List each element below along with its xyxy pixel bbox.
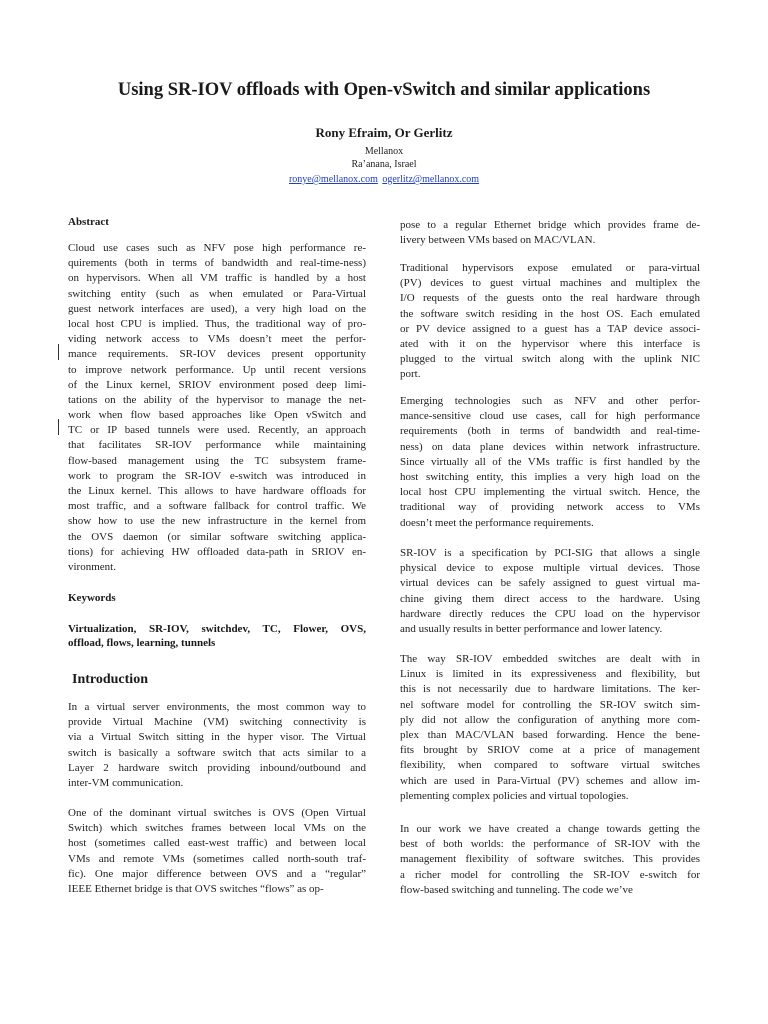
text-line: doesn’t meet the performance requirements. (400, 516, 594, 529)
text-line: mance requirements. SR-IOV devices present opportunity (68, 348, 366, 361)
text-line: plugged to the virtual switch along with the uplink NIC (400, 353, 700, 366)
author-emails (0, 174, 768, 185)
text-line: hardware directly reduces the CPU load on the hypervisor (400, 607, 700, 620)
text-line: management flexibility of software switches. This provides (400, 853, 700, 866)
text-line: host switching entity, this implies a very high load on the (400, 470, 700, 483)
text-line: which are used in Para-Virtual (PV) schemes and allow im- (400, 774, 700, 787)
introduction-heading: Introduction (72, 672, 148, 687)
text-line: VMs and remote VMs (sometimes called north-south traf- (68, 852, 366, 865)
text-line: pose to a regular Ethernet bridge which provides frame de- (400, 219, 700, 231)
body-paragraph-2 (400, 261, 700, 383)
text-line: ply did not allow the configuration of anything more com- (400, 713, 700, 726)
text-line: the Linux kernel. This allows to have hardware offloads for (68, 485, 366, 497)
email-link-ronye[interactable]: ronye@mellanox.com (288, 174, 378, 185)
text-line: switching entity (such as when emulated or Para-Virtual (68, 287, 366, 300)
text-line: Traditional hypervisors expose emulated or para-virtual (400, 262, 700, 274)
text-line: viding network access to VMs doesn’t meet the perfor- (68, 333, 366, 346)
text-line: fic). One major difference between OVS and a “regular” (68, 867, 366, 880)
text-line: IEEE Ethernet bridge is that OVS switches “flows” as op- (68, 882, 324, 895)
text-line: In our work we have created a change towards getting the (400, 823, 700, 835)
text-line: quirements (both in terms of bandwidth and real-time-ness) (68, 257, 366, 270)
text-line: on hypervisors. When all VM traffic is handled by a host (68, 272, 366, 285)
keywords-list (68, 622, 366, 650)
text-line: guest network interfaces are used), a very high load on the (68, 302, 366, 315)
text-line: to improve network performance. Up until recent versions (68, 363, 366, 376)
text-line: work when flow based approaches like Open vSwitch and (68, 409, 366, 422)
text-line: or PV device assigned to a guest has a TAP device associ- (400, 322, 700, 335)
text-line: virtual devices can be safely assigned to guest virtual ma- (400, 577, 700, 590)
text-line: physical device to expose multiple virtual devices. Those (400, 562, 700, 575)
abstract-paragraph (68, 241, 366, 575)
text-line: ness) on data plane devices within network infrastructure. (400, 440, 700, 453)
text-line: In a virtual server environments, the most common way to (68, 701, 366, 713)
text-line: show how to use the new infrastructure in the kernel from (68, 515, 366, 528)
text-line: via a Virtual Switch sitting in the hyper visor. The Virtual (68, 731, 366, 744)
text-line: One of the dominant virtual switches is OVS (Open Virtual (68, 807, 366, 819)
text-line: provide Virtual Machine (VM) switching connectivity is (68, 716, 366, 729)
email-link-ogerlitz[interactable]: ogerlitz@mellanox.com (382, 174, 480, 185)
text-line: The way SR-IOV embedded switches are dealt with in (400, 653, 700, 665)
text-line: tations on the ability of the hypervisor to manage the net- (68, 393, 366, 406)
text-line: flexibility, when compared to software virtual switches (400, 759, 700, 772)
body-paragraph-1 (400, 218, 700, 248)
text-line: flow-based management using the TC subsystem frame- (68, 454, 366, 467)
text-line: and usually results in better performance and lower latency. (400, 622, 663, 635)
text-line: livery between VMs based on MAC/VLAN. (400, 234, 596, 247)
text-line: Switch) which switches frames between local VMs on the (68, 822, 366, 835)
revision-bar (58, 419, 59, 435)
revision-bar (58, 344, 59, 360)
text-line: of the Linux kernel, SRIOV environment posed deep limi- (68, 378, 366, 391)
text-line: local host CPU is implied. Thus, the traditional way of pro- (68, 317, 366, 330)
text-line: Emerging technologies such as NFV and other perfor- (400, 395, 700, 407)
affiliation: Mellanox (364, 146, 404, 157)
text-line: work to program the SR-IOV e-switch was introduced in (68, 469, 366, 482)
paper-title: Using SR-IOV offloads with Open-vSwitch and similar applications (117, 80, 651, 100)
text-line: that facilitates SR-IOV performance while maintaining (68, 439, 366, 452)
text-line: Linux is limited in its expressiveness and flexibility, but (400, 668, 700, 681)
text-line: nel software model for controlling the SR-IOV switch sim- (400, 698, 700, 711)
intro-paragraph-1 (68, 700, 366, 791)
text-line: plementing complex policies and virtual topologies. (400, 789, 629, 802)
intro-paragraph-2 (68, 806, 366, 897)
keywords-heading: Keywords (68, 592, 116, 604)
text-line: most traffic, and a software fallback for control traffic. We (68, 500, 366, 513)
body-paragraph-5 (400, 652, 700, 804)
text-line: mance-sensitive cloud use cases, call for high performance (400, 410, 700, 423)
text-line: port. (400, 368, 421, 381)
text-line: I/O requests of the guests onto the real hardware through (400, 292, 700, 305)
text-line: (PV) devices to guest virtual machines and multiplex the (400, 277, 700, 290)
text-line: local host CPU implementing the virtual switch. Hence, the (400, 486, 700, 499)
text-line: Since virtually all of the VMs traffic is first handled by the (400, 455, 700, 468)
body-paragraph-6 (400, 822, 700, 898)
text-line: flow-based switching and tunneling. The code we’ve (400, 883, 633, 896)
body-paragraph-4 (400, 546, 700, 637)
text-line: switch is basically a software switch that acts similar to a (68, 746, 366, 759)
text-line: host (sometimes called east-west traffic) and between local (68, 837, 366, 850)
text-line: traditional way of providing network access to VMs (400, 501, 700, 514)
text-line: ated with it on the hypervisor where this interface is (400, 337, 700, 350)
text-line: the OVS daemon (or similar software switching applica- (68, 530, 366, 543)
affiliation-location: Ra’anana, Israel (351, 159, 417, 170)
text-line: SR-IOV is a specification by PCI-SIG that allows a single (400, 547, 700, 559)
text-line: inter-VM communication. (68, 776, 184, 789)
text-line: this is not necessarily due to hardware limitations. The ker- (400, 683, 700, 696)
text-line: requirements (both in terms of bandwidth and real-time- (400, 425, 700, 438)
paper-authors: Rony Efraim, Or Gerlitz (315, 125, 453, 140)
text-line: chine giving them direct access to the hardware. Using (400, 592, 700, 605)
text-line: offload, flows, learning, tunnels (68, 637, 216, 649)
text-line: fits brought by SRIOV come at a price of management (400, 744, 700, 757)
text-line: TC or IP based tunnels were used. Recently, an approach (68, 424, 366, 437)
text-line: Cloud use cases such as NFV pose high performance re- (68, 242, 366, 254)
text-line: Virtualization, SR-IOV, switchdev, TC, Flower, OVS, (68, 623, 366, 635)
text-line: vironment. (68, 560, 116, 573)
text-line: a richer model for controlling the SR-IOV e-switch for (400, 868, 700, 881)
text-line: tions) for achieving HW offloaded data-path in SRIOV en- (68, 545, 366, 558)
text-line: best of both worlds: the performance of SR-IOV with the (400, 838, 700, 851)
text-line: plex than MAC/VLAN based forwarding. Hence the bene- (400, 728, 700, 741)
body-paragraph-3 (400, 394, 700, 531)
text-line: Layer 2 hardware switch providing inbound/outbound and (68, 761, 366, 774)
abstract-heading: Abstract (68, 216, 109, 228)
text-line: the software switch residing in the host OS. Each emulated (400, 307, 700, 320)
